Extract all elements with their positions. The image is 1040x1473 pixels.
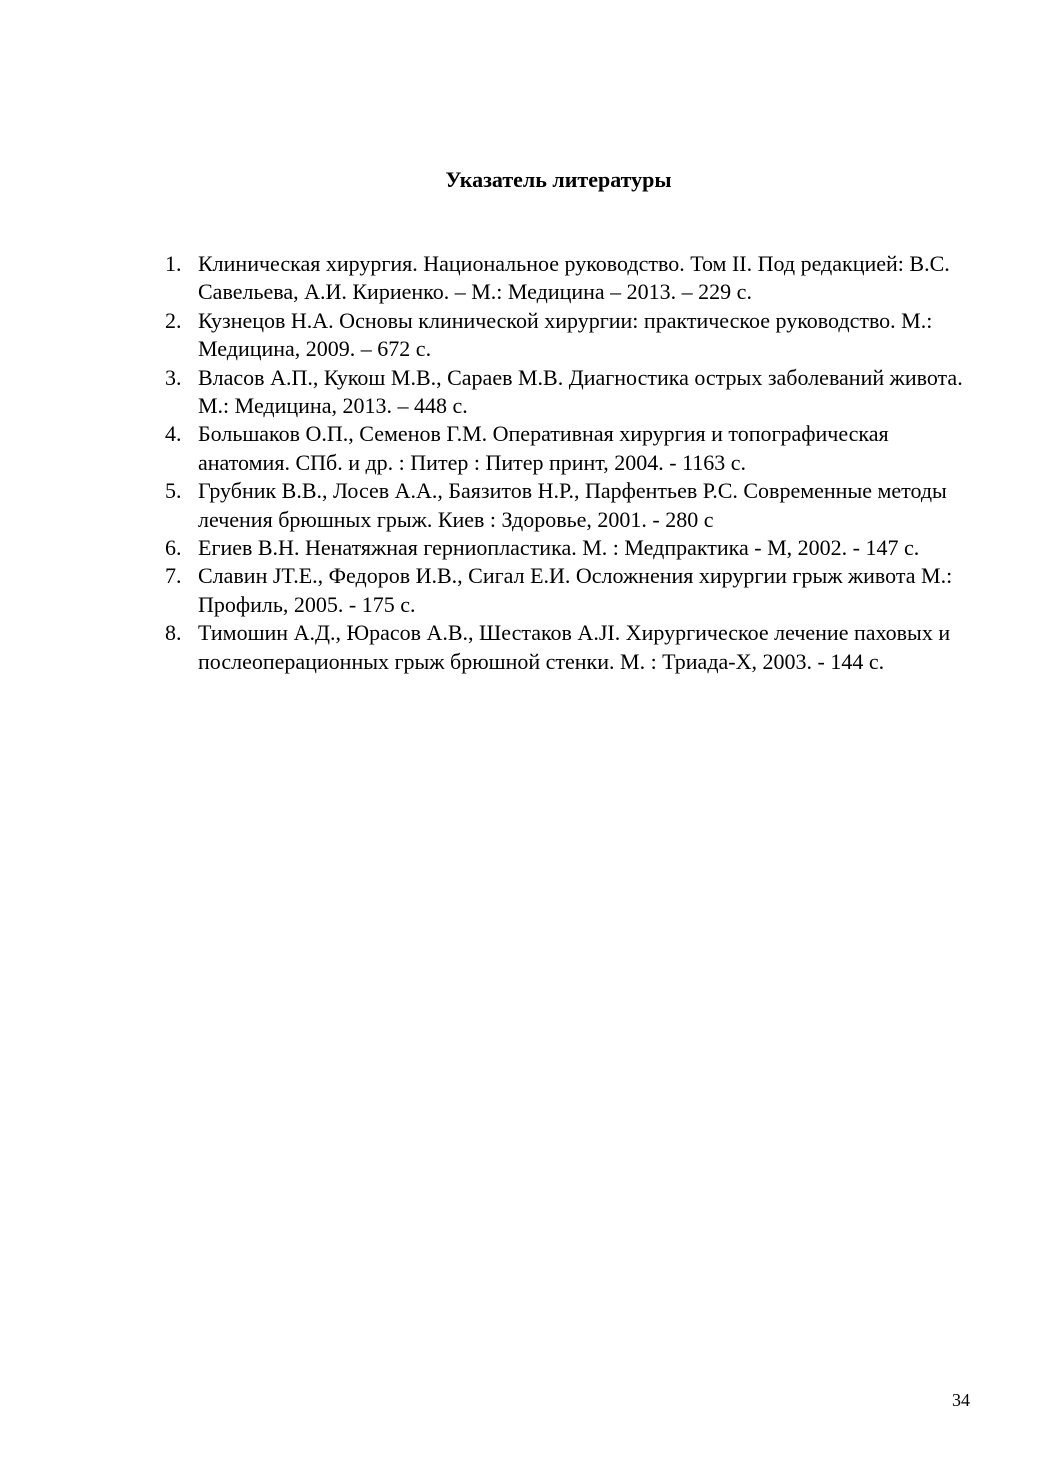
reference-number: 1. (165, 251, 182, 276)
reference-text: Клиническая хирургия. Национальное руководство. Том II. Под редакцией: В.С. Савельева, А.И. Кириенко. – М.: Медицина – 2013. – 229 с. (198, 251, 950, 305)
reference-text: Большаков О.П., Семенов Г.М. Оперативная хирургия и топографическая анатомия. СПб. и др. : Питер : Питер принт, 2004. - 1163 с. (198, 421, 889, 475)
reference-item (163, 619, 973, 676)
reference-item (163, 307, 973, 364)
reference-text: Егиев В.Н. Ненатяжная герниопластика. М. : Медпрактика - М, 2002. - 147 с. (198, 535, 920, 561)
reference-text: Тимошин А.Д., Юрасов А.В., Шестаков А.JI. Хирургическое лечение паховых и послеоперационных грыж брюшной стенки. М. : Триада-Х, 2003. - 144 с. (198, 620, 951, 674)
reference-number: 7. (165, 563, 182, 589)
reference-item (163, 364, 973, 421)
reference-list (163, 250, 973, 676)
reference-item (163, 250, 973, 307)
reference-item (163, 477, 973, 534)
reference-text: Власов А.П., Кукош М.В., Сараев М.В. Диагностика острых заболеваний живота. М.: Медицина, 2013. – 448 с. (198, 364, 963, 419)
reference-text: Кузнецов Н.А. Основы клинической хирургии: практическое руководство. М.: Медицина, 2009. – 672 с. (198, 307, 933, 362)
page-number: 34 (952, 1390, 970, 1410)
reference-number: 8. (165, 620, 182, 646)
page-title: Указатель литературы (445, 167, 672, 192)
reference-text: Грубник В.В., Лосев А.А., Баязитов Н.Р., Парфентьев Р.С. Современные методы лечения брюшных грыж. Киев : Здоровье, 2001. - 280 с (198, 478, 947, 532)
reference-number: 3. (165, 364, 182, 390)
reference-number: 4. (165, 421, 182, 447)
reference-text: Славин JT.Е., Федоров И.В., Сигал Е.И. Осложнения хирургии грыж живота М.: Профиль, 2005. - 175 с. (198, 563, 953, 617)
reference-number: 2. (165, 307, 182, 333)
reference-item (163, 420, 973, 477)
reference-number: 6. (165, 535, 182, 561)
reference-item (163, 534, 973, 562)
reference-number: 5. (165, 478, 182, 504)
reference-item (163, 562, 973, 619)
